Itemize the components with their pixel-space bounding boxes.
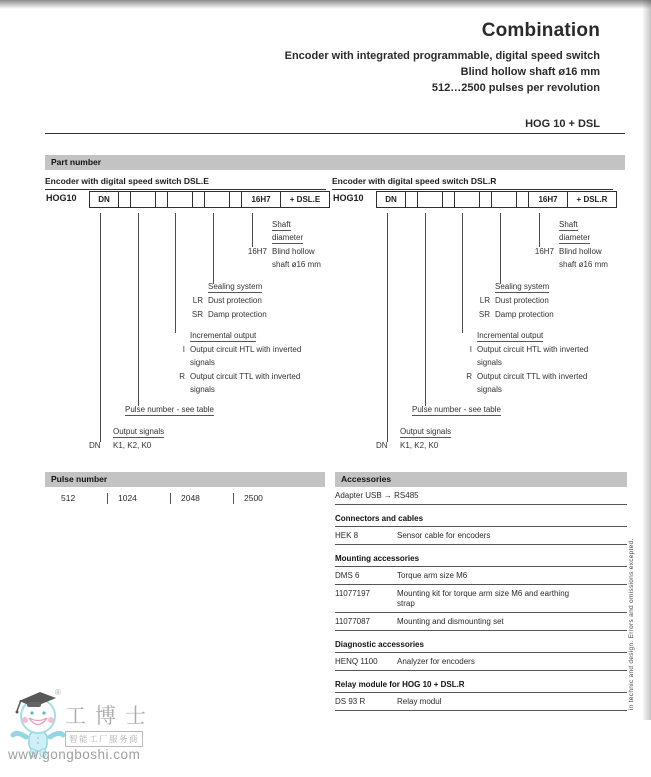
accessory-desc: Relay modul	[397, 697, 442, 706]
sealing-system-title: Sealing system	[208, 282, 263, 291]
incremental-desc: Output circuit TTL with inverted	[477, 372, 588, 381]
shaft-diameter-title: diameter	[559, 233, 591, 242]
accessory-code: DS 93 R	[335, 697, 366, 706]
accessory-row	[335, 585, 627, 613]
accessory-desc: Sensor cable for encoders	[397, 531, 491, 540]
incremental-code: R	[179, 372, 185, 381]
incremental-desc: signals	[477, 358, 502, 367]
shaft-diameter-title: Shaft	[272, 220, 291, 229]
side-note: in technic and design. Errors and omissions excepted.	[628, 538, 635, 710]
shaft-code: 16H7	[534, 247, 554, 256]
accessory-desc: Mounting kit for torque arm size M6 and earthing strap	[397, 589, 570, 608]
part-box-empty	[168, 192, 193, 207]
tree-connector-line	[500, 213, 501, 284]
shaft-code: 16H7	[247, 247, 267, 256]
incremental-desc: signals	[190, 358, 215, 367]
accessory-code: DMS 6	[335, 571, 360, 580]
part-box-empty	[418, 192, 443, 207]
accessory-code: 11077197	[335, 589, 370, 598]
accessory-row	[335, 527, 627, 545]
part-box-empty	[205, 192, 230, 207]
pulse-number-title: Pulse number - see table	[412, 405, 501, 414]
sealing-code: SR	[191, 310, 203, 319]
part-prefix: HOG10	[46, 193, 77, 203]
tree-connector-line	[252, 213, 253, 247]
header-rule	[45, 133, 625, 134]
subtitle-line-1: Encoder with integrated programmable, digital speed switch	[284, 50, 600, 62]
sealing-code: SR	[478, 310, 490, 319]
sealing-desc: Dust protection	[208, 296, 262, 305]
incremental-code: R	[466, 372, 472, 381]
incremental-desc: Output circuit HTL with inverted	[477, 345, 589, 354]
part-box-empty	[156, 192, 168, 207]
part-box-output-signals: DN	[377, 192, 406, 207]
brand-name: 工博士	[65, 704, 155, 728]
incremental-desc: signals	[190, 385, 215, 394]
pulse-value: 512	[61, 493, 76, 503]
incremental-desc: Output circuit TTL with inverted	[190, 372, 301, 381]
part-number-column-dsle	[45, 176, 326, 471]
accessories-group-heading: Diagnostic accessories	[335, 631, 627, 653]
incremental-code: I	[469, 345, 472, 354]
part-number-boxes	[376, 191, 617, 208]
part-box-empty	[406, 192, 418, 207]
part-box-shaft: 16H7	[242, 192, 281, 207]
shaft-desc: Blind hollow	[559, 247, 602, 256]
sealing-code: LR	[479, 296, 490, 305]
tree-connector-line	[425, 213, 426, 406]
accessory-code: HENQ 1100	[335, 657, 378, 666]
output-signals-code: DN	[376, 441, 388, 450]
part-number-section-bar: Part number	[45, 155, 625, 170]
accessory-row	[335, 487, 627, 505]
part-number-column-dslr	[332, 176, 613, 471]
product-code: HOG 10 + DSL	[525, 118, 600, 130]
sealing-desc: Damp protection	[208, 310, 267, 319]
incremental-desc: Output circuit HTL with inverted	[190, 345, 302, 354]
part-box-empty	[517, 192, 529, 207]
pulse-number-values	[45, 492, 325, 504]
part-box-shaft: 16H7	[529, 192, 568, 207]
part-prefix: HOG10	[333, 193, 364, 203]
accessory-code: HEK 8	[335, 531, 359, 540]
pulse-value: 2048	[181, 493, 200, 503]
incremental-desc: signals	[477, 385, 502, 394]
accessories-group-heading: Mounting accessories	[335, 545, 627, 567]
watermark-logo	[8, 686, 173, 768]
pulse-value: 2500	[244, 493, 263, 503]
accessory-row	[335, 613, 627, 631]
brand-tagline: 智能工厂服务商	[65, 731, 143, 747]
part-box-output-signals: DN	[90, 192, 119, 207]
page-title: Combination	[481, 20, 600, 41]
incremental-output-title: Incremental output	[477, 331, 544, 340]
shaft-desc: shaft ø16 mm	[559, 260, 608, 269]
scan-shadow-right	[642, 0, 651, 720]
part-box-empty	[131, 192, 156, 207]
subtitle-line-3: 512…2500 pulses per revolution	[431, 82, 600, 94]
tree-connector-line	[387, 213, 388, 442]
output-signals-code: DN	[89, 441, 101, 450]
tree-connector-line	[138, 213, 139, 406]
accessory-row	[335, 653, 627, 671]
part-number-boxes	[89, 191, 330, 208]
output-signals-title: Output signals	[113, 427, 165, 436]
shaft-diameter-title: Shaft	[559, 220, 578, 229]
tree-connector-line	[462, 213, 463, 333]
registered-mark: ®	[55, 688, 61, 697]
part-box-suffix: + DSL.R	[576, 195, 608, 204]
part-box-suffix: + DSL.E	[289, 195, 321, 204]
shaft-desc: Blind hollow	[272, 247, 315, 256]
incremental-output-title: Incremental output	[190, 331, 257, 340]
part-box-empty	[193, 192, 205, 207]
accessory-row	[335, 567, 627, 585]
brand-url: www.gongboshi.com	[8, 747, 141, 762]
accessories-group-heading: Relay module for HOG 10 + DSL.R	[335, 671, 627, 693]
part-box-empty	[230, 192, 242, 207]
sealing-desc: Dust protection	[495, 296, 549, 305]
column-heading: Encoder with digital speed switch DSL.E	[45, 176, 326, 190]
output-signals-desc: K1, K2, K0	[400, 441, 439, 450]
shaft-diameter-title: diameter	[272, 233, 304, 242]
column-heading: Encoder with digital speed switch DSL.R	[332, 176, 613, 190]
tree-connector-line	[213, 213, 214, 284]
incremental-code: I	[182, 345, 185, 354]
tree-connector-line	[175, 213, 176, 333]
accessory-desc: Torque arm size M6	[397, 571, 468, 580]
pulse-number-section-bar: Pulse number	[45, 472, 325, 487]
page-header	[45, 20, 600, 130]
accessory-desc: Analyzer for encoders	[397, 657, 475, 666]
subtitle-line-2: Blind hollow shaft ø16 mm	[460, 66, 600, 78]
accessory-row	[335, 693, 627, 711]
pulse-number-section	[45, 472, 325, 504]
output-signals-title: Output signals	[400, 427, 452, 436]
sealing-desc: Damp protection	[495, 310, 554, 319]
output-signals-desc: K1, K2, K0	[113, 441, 152, 450]
pulse-number-title: Pulse number - see table	[125, 405, 214, 414]
part-box-empty	[480, 192, 492, 207]
part-box-empty	[455, 192, 480, 207]
scan-shadow-top	[0, 0, 651, 9]
pulse-value: 1024	[118, 493, 137, 503]
accessory-desc: Adapter USB → RS485	[335, 491, 419, 500]
shaft-desc: shaft ø16 mm	[272, 260, 321, 269]
tree-connector-line	[100, 213, 101, 442]
accessories-section	[335, 472, 627, 711]
part-box-empty	[443, 192, 455, 207]
tree-connector-line	[539, 213, 540, 247]
part-box-empty	[119, 192, 131, 207]
accessories-group-heading: Connectors and cables	[335, 505, 627, 527]
sealing-system-title: Sealing system	[495, 282, 550, 291]
accessory-desc: Mounting and dismounting set	[397, 617, 504, 626]
part-box-empty	[492, 192, 517, 207]
sealing-code: LR	[192, 296, 203, 305]
accessories-section-bar: Accessories	[335, 472, 627, 487]
accessory-code: 11077087	[335, 617, 370, 626]
